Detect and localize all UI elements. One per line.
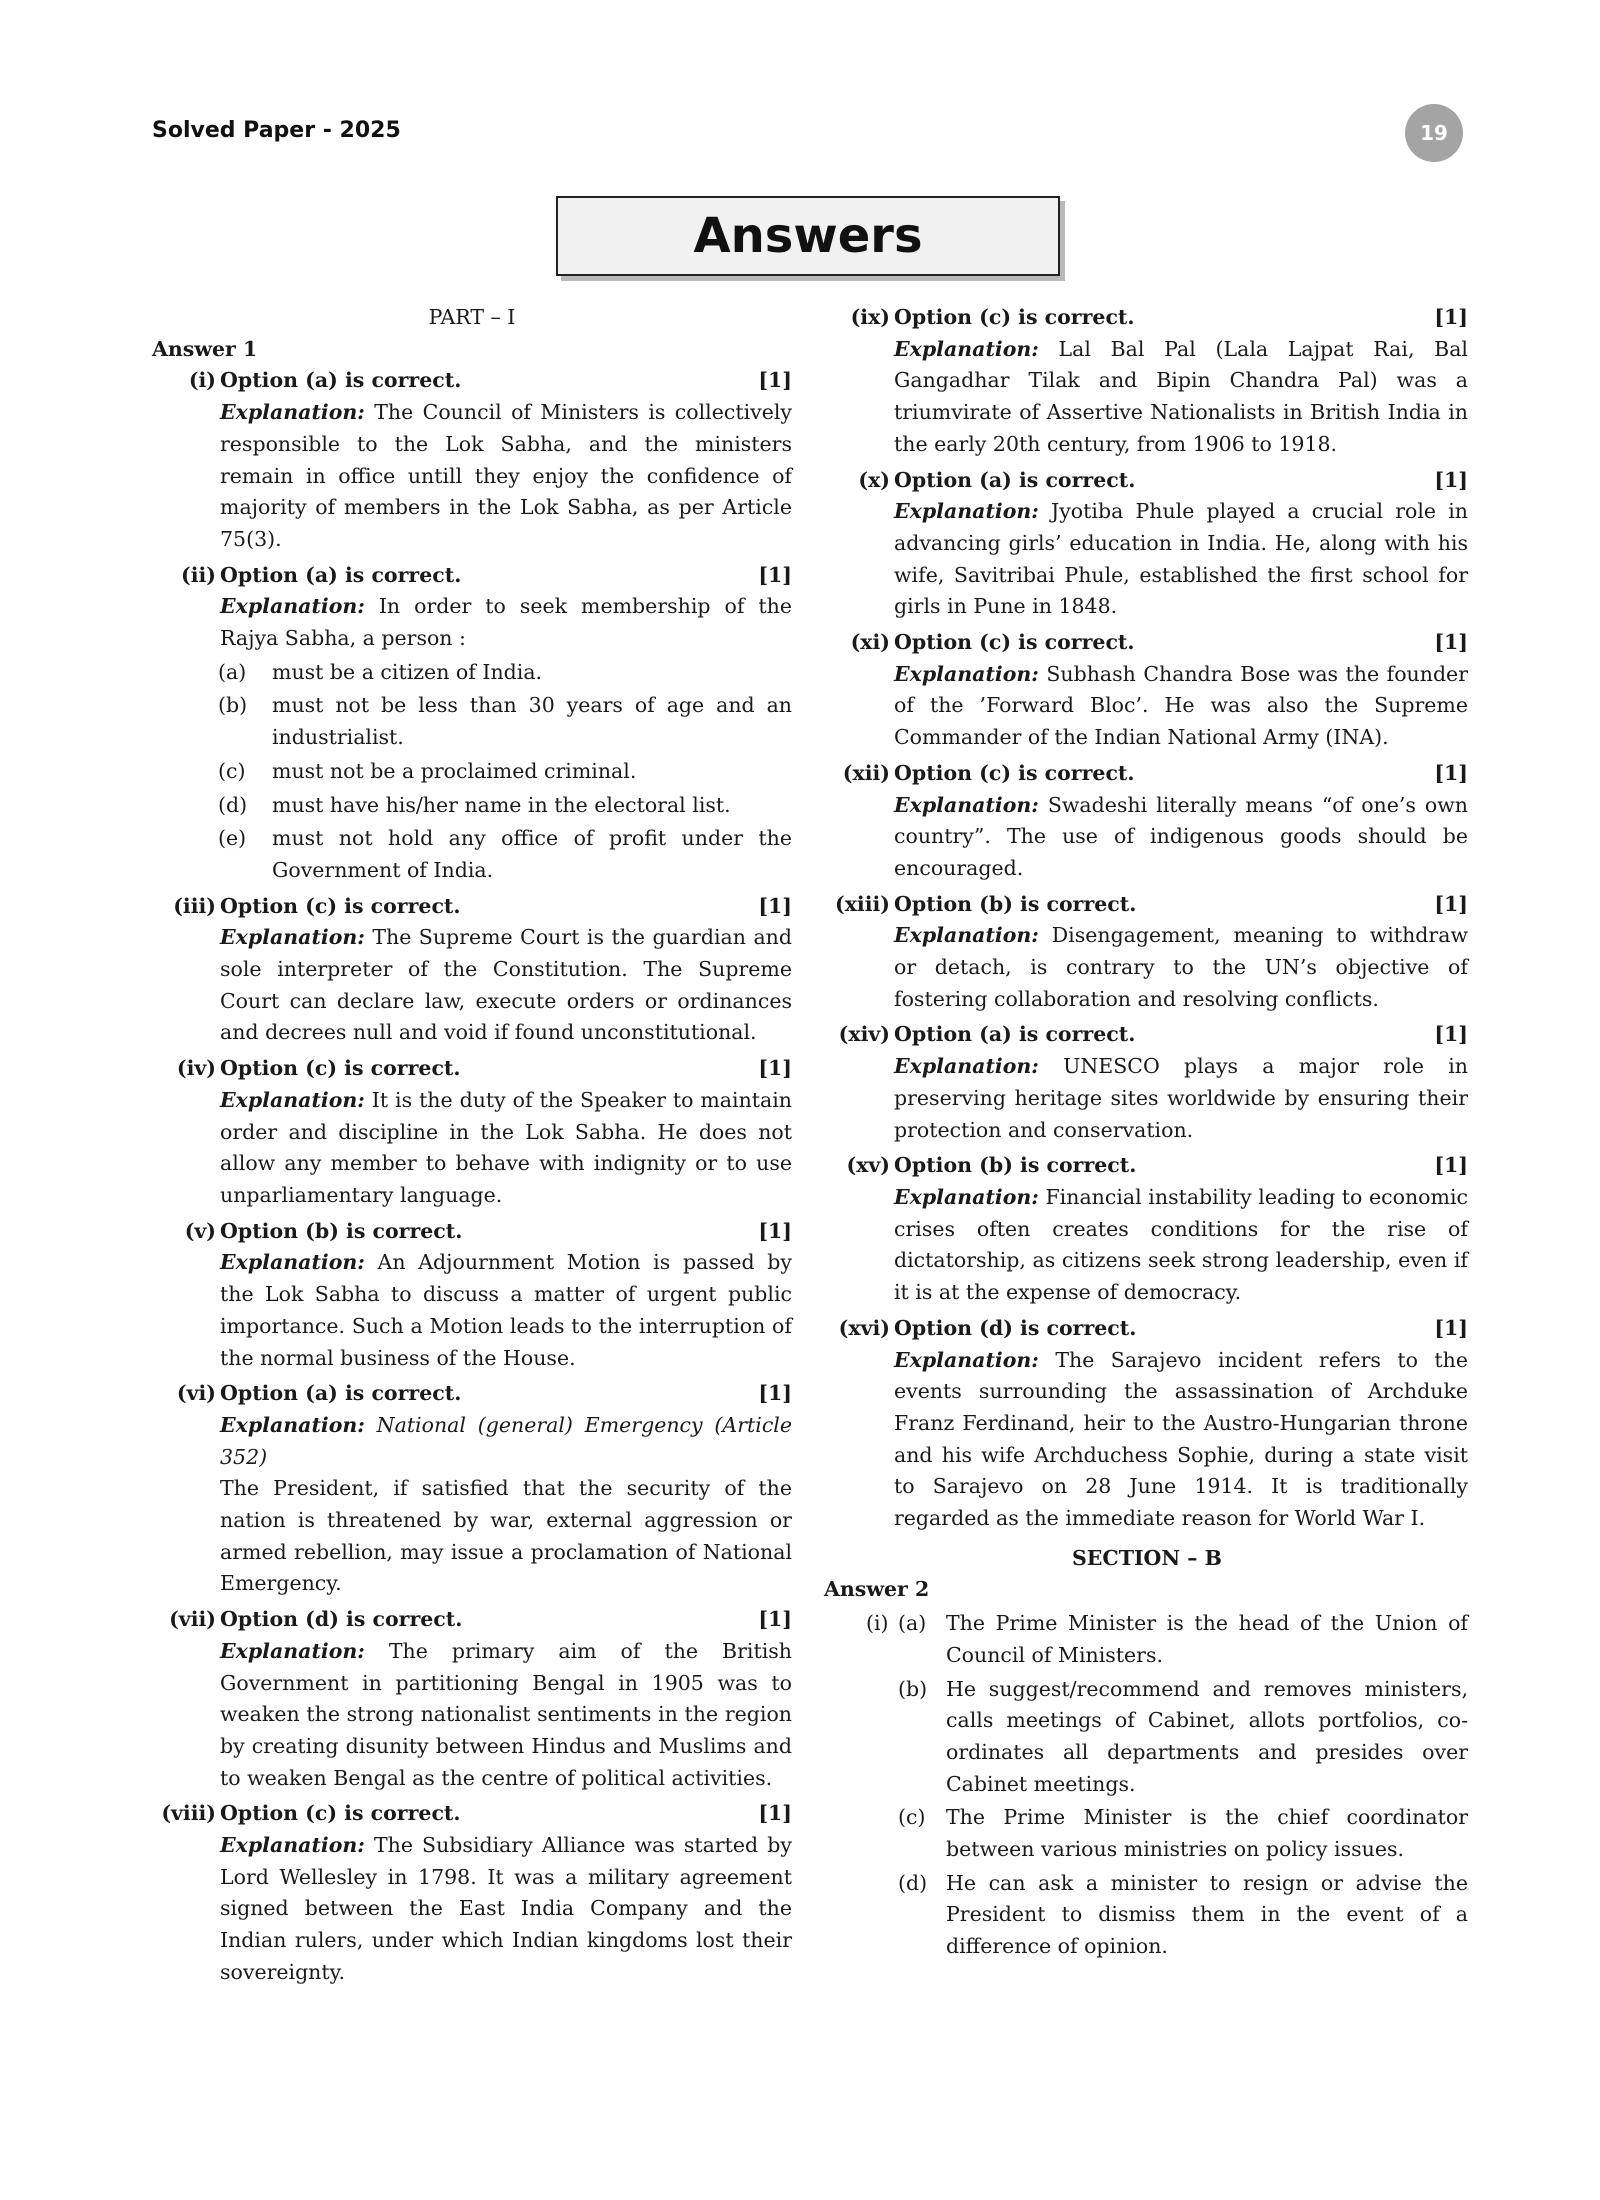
list-item [220, 823, 792, 886]
question-line [826, 889, 1468, 921]
question-line [152, 891, 792, 923]
marks-label: [1] [1434, 467, 1468, 492]
question-number: (xiv) [838, 1022, 890, 1047]
explanation-text: The primary aim of the British Government in partitioning Bengal in 1905 was to weaken the strong nationalist sentiments in the region by creating disunity between Hindus and Muslims and to weaken Bengal as the centre of political activities. [220, 1638, 792, 1790]
question-line [826, 1019, 1468, 1051]
list-text: must not hold any office of profit under the Government of India. [272, 826, 792, 882]
explanation [894, 334, 1468, 461]
correct-option: Option (c) is correct. [894, 630, 1135, 655]
page-number-badge: 19 [1405, 104, 1463, 162]
correct-option: Option (b) is correct. [894, 1153, 1137, 1178]
marks-label: [1] [758, 1607, 792, 1632]
explanation-text: Lal Bal Pal (Lala Lajpat Rai, Bal Gangadhar Tilak and Bipin Chandra Pal) was a triumvirate of Assertive Nationalists in British India in the early 20th century, from 1906 to 1918. [894, 336, 1468, 456]
answer-heading: Answer 2 [824, 1577, 930, 1602]
marks-label: [1] [1434, 891, 1468, 916]
marks-label: [1] [758, 1801, 792, 1826]
explanation [220, 591, 792, 654]
question-number: (viii) [161, 1801, 216, 1826]
explanation [894, 790, 1468, 885]
answer2-points [826, 1608, 1468, 1963]
question-line [826, 1150, 1468, 1182]
explanation [894, 1051, 1468, 1146]
point-text: The Prime Minister is the chief coordinator between various ministries on policy issues. [946, 1805, 1468, 1862]
explanation [220, 1830, 792, 1989]
running-header: Solved Paper - 2025 [152, 118, 401, 143]
explanation-label: Explanation: [220, 1412, 365, 1437]
answer-item [826, 1313, 1468, 1539]
question-number: (iii) [173, 893, 216, 918]
explanation-label: Explanation: [894, 1184, 1039, 1209]
question-line [152, 1604, 792, 1636]
correct-option: Option (a) is correct. [220, 368, 462, 393]
point-text: The Prime Minister is the head of the Union of Council of Ministers. [946, 1611, 1468, 1667]
explanation-text: In order to seek membership of the Rajya Sabha, a person : [220, 594, 792, 651]
explanation-label: Explanation: [220, 1833, 365, 1858]
explanation-text: Subhash Chandra Bose was the founder of the ’Forward Bloc’. He was also the Supreme Commander of the Indian National Army (INA). [894, 661, 1468, 750]
list-letter: (d) [218, 792, 248, 817]
marks-label: [1] [758, 1056, 792, 1081]
answer-item [152, 1378, 792, 1604]
answer2-point [826, 1868, 1468, 1963]
answer-heading: Answer 1 [152, 336, 258, 361]
question-number: (vii) [169, 1607, 216, 1632]
correct-option: Option (a) is correct. [220, 1381, 462, 1406]
question-line [826, 758, 1468, 790]
point-letter: (d) [898, 1870, 928, 1895]
explanation-label: Explanation: [894, 923, 1039, 948]
marks-label: [1] [1434, 1022, 1468, 1047]
explanation [894, 1182, 1468, 1309]
explanation-label: Explanation: [894, 336, 1039, 361]
explanation-text: An Adjournment Motion is passed by the Lok Sabha to discuss a matter of urgent public importance. Such a Motion leads to the interruption of the normal business of the House. [220, 1250, 792, 1370]
question-line [152, 365, 792, 397]
explanation-label: Explanation: [894, 792, 1039, 817]
answer-item [826, 889, 1468, 1020]
answer-list [152, 365, 792, 1992]
question-number: (i) [188, 368, 216, 393]
question-number: (ii) [181, 562, 216, 587]
explanation [220, 1410, 792, 1473]
explanation-label: Explanation: [220, 400, 365, 425]
explanation [220, 1636, 792, 1795]
question-number: (xii) [842, 760, 890, 785]
right-column [826, 302, 1468, 1963]
answer-item [826, 758, 1468, 889]
explanation-label: Explanation: [220, 1250, 365, 1275]
explanation-text: The Supreme Court is the guardian and sole interpreter of the Constitution. The Supreme Court can declare law, execute orders or ordinances and decrees null and void if found unconstitutional. [220, 925, 792, 1045]
explanation-label: Explanation: [894, 661, 1039, 686]
explanation-text: It is the duty of the Speaker to maintain order and discipline in the Lok Sabha. He does not allow any member to behave with indignity or to use unparliamentary language. [220, 1087, 792, 1207]
spacer [152, 1989, 792, 1993]
question-number: (ix) [850, 305, 890, 329]
point-letter: (a) [898, 1611, 927, 1636]
explanation-text: The Council of Ministers is collectively responsible to the Lok Sabha, and the ministers remain in office untill they enjoy the confidence of majority of members in the Lok Sabha, as per Article 75(3). [220, 400, 792, 551]
question-number: (iv) [176, 1056, 216, 1081]
explanation [220, 397, 792, 556]
marks-label: [1] [1434, 1153, 1468, 1178]
answer-item [826, 1019, 1468, 1150]
list-text: must be a citizen of India. [272, 659, 543, 684]
question-line [152, 1798, 792, 1830]
list-letter: (b) [218, 693, 248, 718]
explanation [894, 920, 1468, 1015]
marks-label: [1] [758, 1218, 792, 1243]
left-column [152, 302, 792, 1993]
question-number: (vi) [176, 1381, 216, 1406]
list-item [220, 790, 792, 822]
correct-option: Option (d) is correct. [220, 1607, 463, 1632]
question-line [826, 302, 1468, 334]
part-number: (i) [866, 1611, 889, 1636]
explanation-label: Explanation: [220, 594, 365, 619]
marks-label: [1] [758, 1381, 792, 1406]
answer-item [826, 465, 1468, 628]
answer-item [152, 1798, 792, 1992]
explanation-text: Disengagement, meaning to withdraw or detach, is contrary to the UN’s objective of fostering collaboration and resolving conflicts. [894, 923, 1468, 1011]
explanation [894, 1345, 1468, 1535]
marks-label: [1] [1434, 630, 1468, 655]
explanation [220, 1247, 792, 1374]
question-line [152, 560, 792, 592]
explanation [220, 1085, 792, 1212]
list-text: must have his/her name in the electoral list. [272, 792, 731, 817]
correct-option: Option (a) is correct. [894, 1022, 1136, 1047]
explanation-label: Explanation: [220, 1087, 365, 1112]
explanation-continued: The President, if satisfied that the security of the nation is threatened by war, external aggression or armed rebellion, may issue a proclamation of National Emergency. [220, 1476, 792, 1596]
answer-item [826, 302, 1468, 465]
marks-label: [1] [1434, 1315, 1468, 1340]
question-number: (xv) [846, 1153, 890, 1178]
answer-item [152, 1604, 792, 1798]
answer-item [152, 560, 792, 891]
point-text: He suggest/recommend and removes ministers, calls meetings of Cabinet, allots portfolios, co-ordinates all departments and presides over Cabinet meetings. [946, 1676, 1468, 1796]
page-title: Answers [556, 196, 1060, 276]
explanation [220, 922, 792, 1049]
answer-item [152, 1216, 792, 1379]
explanation-text: Swadeshi literally means “of one’s own country”. The use of indigenous goods should be encouraged. [894, 792, 1468, 880]
correct-option: Option (c) is correct. [894, 305, 1135, 329]
answer2-point [826, 1802, 1468, 1865]
explanation [894, 659, 1468, 754]
list-letter: (a) [218, 659, 247, 684]
explanation-text: Financial instability leading to economic crises often creates conditions for the rise of dictatorship, as citizens seek strong leadership, even if it is at the expense of democracy. [894, 1184, 1468, 1305]
explanation [894, 496, 1468, 623]
explanation-text: The Sarajevo incident refers to the events surrounding the assassination of Archduke Franz Ferdinand, heir to the Austro-Hungarian throne and his wife Archduchess Sophie, during a state visit to Sarajevo on 28 June 1914. It is traditionally regarded as the immediate reason for World War I. [894, 1347, 1468, 1531]
marks-label: [1] [758, 368, 792, 393]
marks-label: [1] [1434, 305, 1468, 329]
answer-item [826, 1150, 1468, 1313]
question-line [152, 1216, 792, 1248]
point-letter: (b) [898, 1676, 928, 1701]
answer-list [826, 302, 1468, 1539]
list-text: must not be less than 30 years of age and an industrialist. [272, 693, 792, 750]
point-letter: (c) [898, 1805, 926, 1830]
explanation-label: Explanation: [894, 1054, 1039, 1079]
answer-item [152, 365, 792, 559]
explanation-label: Explanation: [220, 925, 365, 950]
question-line [826, 465, 1468, 497]
part-heading: PART – I [428, 305, 516, 329]
answer-item [152, 1053, 792, 1216]
correct-option: Option (a) is correct. [894, 467, 1136, 492]
list-item [220, 690, 792, 753]
correct-option: Option (c) is correct. [894, 760, 1135, 785]
question-number: (xiii) [835, 891, 890, 916]
marks-label: [1] [1434, 760, 1468, 785]
question-number: (xvi) [838, 1315, 890, 1340]
explanation-text: The Subsidiary Alliance was started by Lord Wellesley in 1798. It was a military agreement signed between the East India Company and the Indian rulers, under which Indian kingdoms lost their sovereignty. [220, 1833, 792, 1984]
correct-option: Option (a) is correct. [220, 562, 462, 587]
correct-option: Option (b) is correct. [894, 891, 1137, 916]
question-number: (x) [858, 467, 890, 492]
answer2-point [826, 1608, 1468, 1671]
correct-option: Option (d) is correct. [894, 1315, 1137, 1340]
answer-item [826, 627, 1468, 758]
section-heading: SECTION – B [1071, 1545, 1223, 1570]
spacer [826, 1535, 1468, 1539]
list-item [220, 657, 792, 689]
explanation-label: Explanation: [220, 1638, 365, 1663]
question-line [826, 1313, 1468, 1345]
explanation-label: Explanation: [894, 499, 1039, 524]
marks-label: [1] [758, 562, 792, 587]
list-letter: (c) [218, 758, 246, 783]
question-line [826, 627, 1468, 659]
marks-label: [1] [758, 893, 792, 918]
correct-option: Option (b) is correct. [220, 1218, 463, 1243]
correct-option: Option (c) is correct. [220, 1801, 461, 1826]
question-line [152, 1053, 792, 1085]
question-number: (xi) [850, 630, 890, 655]
list-item [220, 756, 792, 788]
explanation-text: UNESCO plays a major role in preserving heritage sites worldwide by ensuring their protection and conservation. [894, 1054, 1468, 1142]
list-letter: (e) [218, 826, 247, 851]
explanation-label: Explanation: [894, 1347, 1039, 1372]
question-line [152, 1378, 792, 1410]
answer-item [152, 891, 792, 1054]
explanation-text: National (general) Emergency (Article 352) [220, 1412, 792, 1469]
list-text: must not be a proclaimed criminal. [272, 758, 637, 783]
point-text: He can ask a minister to resign or advise the President to dismiss them in the event of a difference of opinion. [946, 1870, 1468, 1959]
question-number: (v) [184, 1218, 216, 1243]
correct-option: Option (c) is correct. [220, 893, 461, 918]
correct-option: Option (c) is correct. [220, 1056, 461, 1081]
explanation-text: Jyotiba Phule played a crucial role in advancing girls’ education in India. He, along with his wife, Savitribai Phule, established the first school for girls in Pune in 1848. [894, 499, 1468, 619]
answer2-point [826, 1674, 1468, 1801]
